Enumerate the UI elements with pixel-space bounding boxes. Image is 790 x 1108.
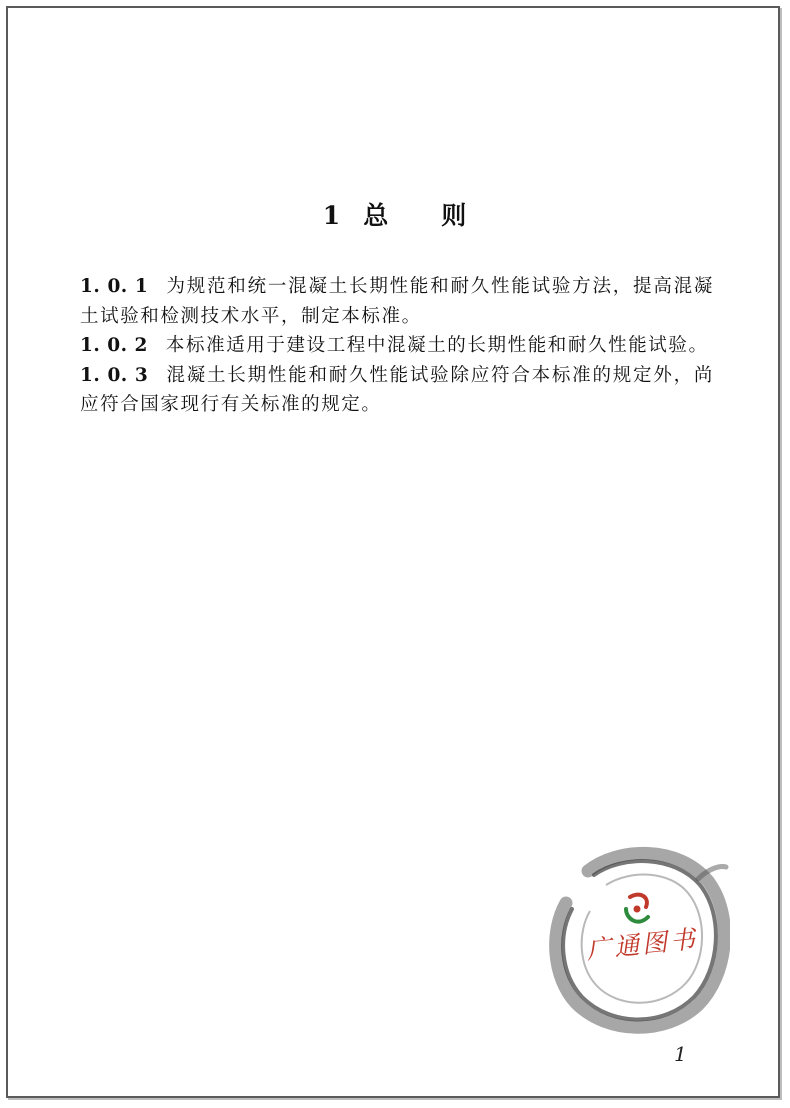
chapter-number: 1	[322, 201, 342, 230]
clause-text: 混凝土长期性能和耐久性能试验除应符合本标准的规定外，尚应符合国家现行有关标准的规定。	[80, 364, 715, 415]
clause-number: 1. 0. 2	[80, 335, 148, 356]
clause-text: 本标准适用于建设工程中混凝土的长期性能和耐久性能试验。	[165, 335, 709, 356]
clause-number: 1. 0. 3	[80, 364, 149, 386]
chapter-title-char-2: 则	[441, 201, 468, 230]
clause-1-0-3	[80, 361, 714, 420]
clauses-section	[80, 272, 714, 420]
clause-number: 1. 0. 1	[80, 276, 149, 297]
clause-1-0-2	[80, 331, 714, 361]
clause-1-0-1	[80, 272, 714, 331]
chapter-title-char-1: 总	[363, 201, 390, 230]
chapter-title	[0, 196, 790, 232]
page-number: 1	[674, 1042, 687, 1066]
stamp-text: 广通图书	[584, 924, 700, 965]
publisher-stamp	[548, 845, 730, 1035]
clause-text: 为规范和统一混凝土长期性能和耐久性能试验方法，提高混凝土试验和检测技术水平，制定本标准。	[80, 276, 715, 327]
